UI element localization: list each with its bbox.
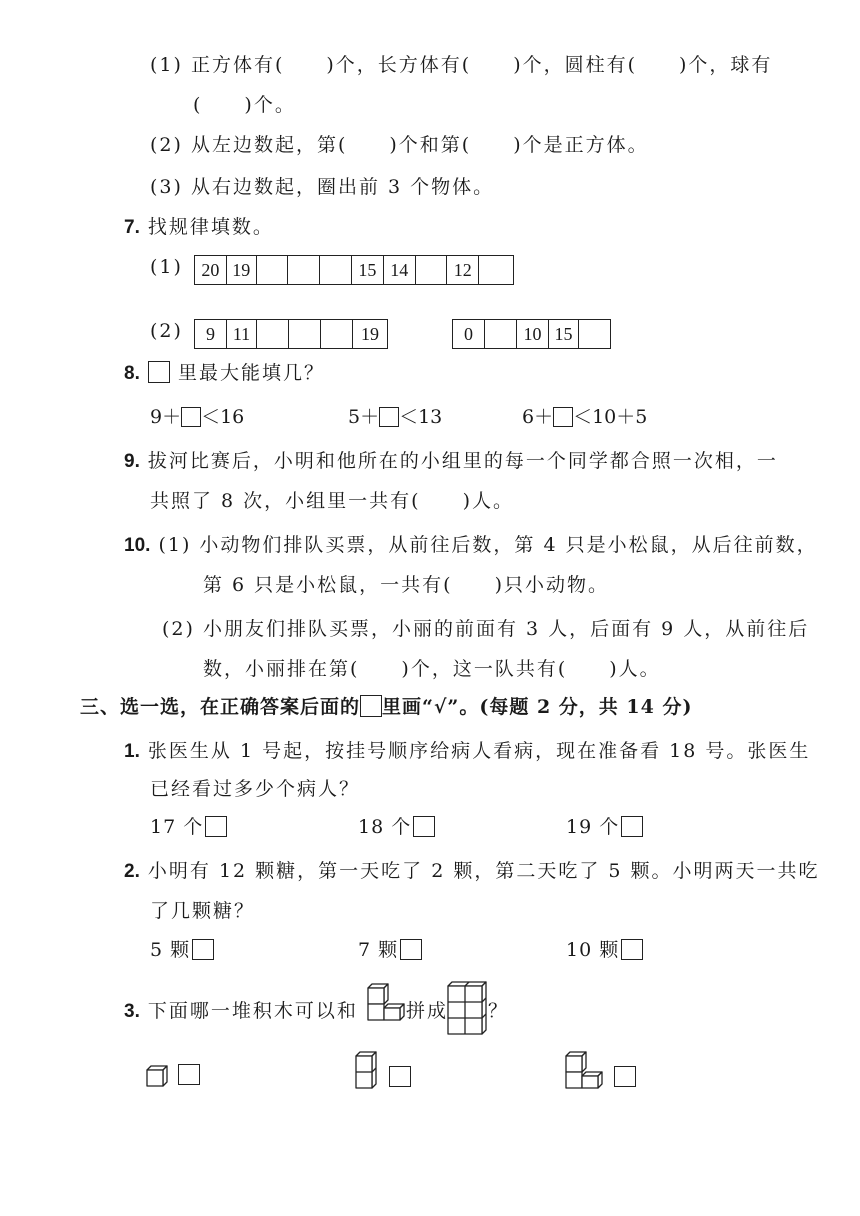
q9-line-1 <box>124 446 778 477</box>
q6-line-4: (3) 从右边数起，圈出前 3 个物体。 <box>150 176 495 198</box>
q6-line-2: ( )个。 <box>193 94 296 116</box>
q7-title: 找规律填数。 <box>147 216 274 238</box>
s1-option-a-checkbox[interactable] <box>205 816 227 837</box>
q7-sequence-2a <box>194 319 388 349</box>
s3-line <box>124 996 358 1027</box>
block-l-shape-figure <box>366 982 406 1034</box>
s2-option-b-checkbox[interactable] <box>400 939 422 960</box>
q10-line-2: 第 6 只是小松鼠，一共有( )只小动物。 <box>203 574 609 596</box>
q8-title: 里最大能填几？ <box>177 362 325 384</box>
q8-expr-1-box[interactable] <box>181 407 201 427</box>
s3-option-a-figure <box>145 1064 169 1088</box>
q8-expr-3-box[interactable] <box>553 407 573 427</box>
q7-part1-label: (1) <box>150 256 183 278</box>
sequence-cell: 19 <box>227 256 257 284</box>
q8-expr-2-left: 5＋ <box>348 406 380 428</box>
q8-expr-2 <box>348 402 442 432</box>
section-3-box-symbol <box>360 695 382 717</box>
s1-number: 1. <box>124 741 140 762</box>
s2-option-c-checkbox[interactable] <box>621 939 643 960</box>
sequence-cell: 11 <box>227 320 257 348</box>
s2-number: 2. <box>124 861 140 882</box>
s3-text-c: ？ <box>488 1000 510 1022</box>
q10-line-1 <box>124 530 818 561</box>
sequence-cell[interactable] <box>321 320 353 348</box>
s2-option-c <box>566 937 643 963</box>
q8-expr-3 <box>522 402 647 432</box>
s3-text-b: 拼成 <box>406 1000 449 1022</box>
q10-number: 10. <box>124 535 151 556</box>
s3-option-b-figure <box>354 1050 378 1090</box>
s1-option-c-label: 19 个 <box>566 816 620 838</box>
q8-number: 8. <box>124 363 140 384</box>
s3-text-a: 下面哪一堆积木可以和 <box>147 1000 358 1022</box>
q7-heading <box>124 212 274 243</box>
q9-number: 9. <box>124 451 140 472</box>
s3-option-b-checkbox[interactable] <box>389 1066 411 1087</box>
s2-option-a-label: 5 颗 <box>150 939 191 961</box>
s2-option-b <box>358 937 422 963</box>
q8-expr-1-right: ＜16 <box>201 406 245 428</box>
sequence-cell: 14 <box>384 256 416 284</box>
sequence-cell[interactable] <box>416 256 448 284</box>
s2-option-a <box>150 937 214 963</box>
q8-expr-2-box[interactable] <box>379 407 399 427</box>
q8-expr-1-left: 9＋ <box>150 406 182 428</box>
section-3-title-a: 三、选一选，在正确答案后面的 <box>80 696 361 718</box>
s1-line-2: 已经看过多少个病人？ <box>150 778 361 800</box>
sequence-cell[interactable] <box>320 256 352 284</box>
s1-text-1: 张医生从 1 号起，按挂号顺序给病人看病，现在准备看 18 号。张医生 <box>147 740 811 762</box>
q8-expr-1 <box>150 402 244 432</box>
sequence-cell[interactable] <box>257 256 289 284</box>
sequence-cell[interactable] <box>288 256 320 284</box>
q9-text-1: 拔河比赛后，小明和他所在的小组里的每一个同学都合照一次相，一 <box>147 450 778 472</box>
s2-option-a-checkbox[interactable] <box>192 939 214 960</box>
q8-expr-3-left: 6＋ <box>522 406 554 428</box>
q10-line-4: 数，小丽排在第( )个，这一队共有( )人。 <box>203 658 661 680</box>
s1-option-a <box>150 814 227 840</box>
section-3-title-b: 里画“√”。(每题 2 分，共 14 分) <box>382 696 693 718</box>
q7-number: 7. <box>124 217 140 238</box>
q10-line-3: (2) 小朋友们排队买票，小丽的前面有 3 人，后面有 9 人，从前往后 <box>162 618 810 640</box>
s2-text-1: 小明有 12 颗糖，第一天吃了 2 颗，第二天吃了 5 颗。小明两天一共吃 <box>147 860 820 882</box>
s1-option-c <box>566 814 643 840</box>
s2-line-1 <box>124 856 820 887</box>
s2-option-c-label: 10 颗 <box>566 939 620 961</box>
q9-line-2: 共照了 8 次，小组里一共有( )人。 <box>150 490 514 512</box>
sequence-cell[interactable] <box>485 320 517 348</box>
sequence-cell: 0 <box>453 320 485 348</box>
sequence-cell: 15 <box>549 320 579 348</box>
s1-option-b-label: 18 个 <box>358 816 412 838</box>
sequence-cell[interactable] <box>579 320 610 348</box>
s2-line-2: 了几颗糖？ <box>150 900 256 922</box>
q8-heading <box>124 358 325 389</box>
sequence-cell: 20 <box>195 256 227 284</box>
q8-expr-2-right: ＜13 <box>399 406 443 428</box>
s3-number: 3. <box>124 1001 140 1022</box>
q6-line-1: (1) 正方体有( )个，长方体有( )个，圆柱有( )个，球有 <box>150 54 773 76</box>
q7-sequence-1 <box>194 255 514 285</box>
sequence-cell: 19 <box>361 324 379 344</box>
s2-option-b-label: 7 颗 <box>358 939 399 961</box>
s1-option-b-checkbox[interactable] <box>413 816 435 837</box>
s3-option-a-checkbox[interactable] <box>178 1064 200 1085</box>
sequence-cell: 9 <box>195 320 227 348</box>
q8-expr-3-right: ＜10＋5 <box>573 406 648 428</box>
block-target-figure <box>446 980 488 1036</box>
sequence-cell: 10 <box>517 320 549 348</box>
sequence-cell[interactable] <box>289 320 321 348</box>
q7-sequence-2b <box>452 319 611 349</box>
s1-option-b <box>358 814 435 840</box>
s1-line-1 <box>124 736 810 767</box>
sequence-cell: 15 <box>352 256 384 284</box>
section-3-title <box>80 692 692 722</box>
s3-option-c-figure <box>564 1050 604 1090</box>
s1-option-a-label: 17 个 <box>150 816 204 838</box>
q10-text-1: (1) 小动物们排队买票，从前往后数，第 4 只是小松鼠，从后往前数， <box>158 534 818 556</box>
q7-part2-label: (2) <box>150 320 183 342</box>
q6-line-3: (2) 从左边数起，第( )个和第( )个是正方体。 <box>150 134 649 156</box>
sequence-cell: 12 <box>447 256 479 284</box>
q8-box-symbol <box>148 361 170 383</box>
sequence-cell[interactable] <box>257 320 289 348</box>
s3-option-c-checkbox[interactable] <box>614 1066 636 1087</box>
sequence-cell[interactable] <box>479 256 513 284</box>
s1-option-c-checkbox[interactable] <box>621 816 643 837</box>
